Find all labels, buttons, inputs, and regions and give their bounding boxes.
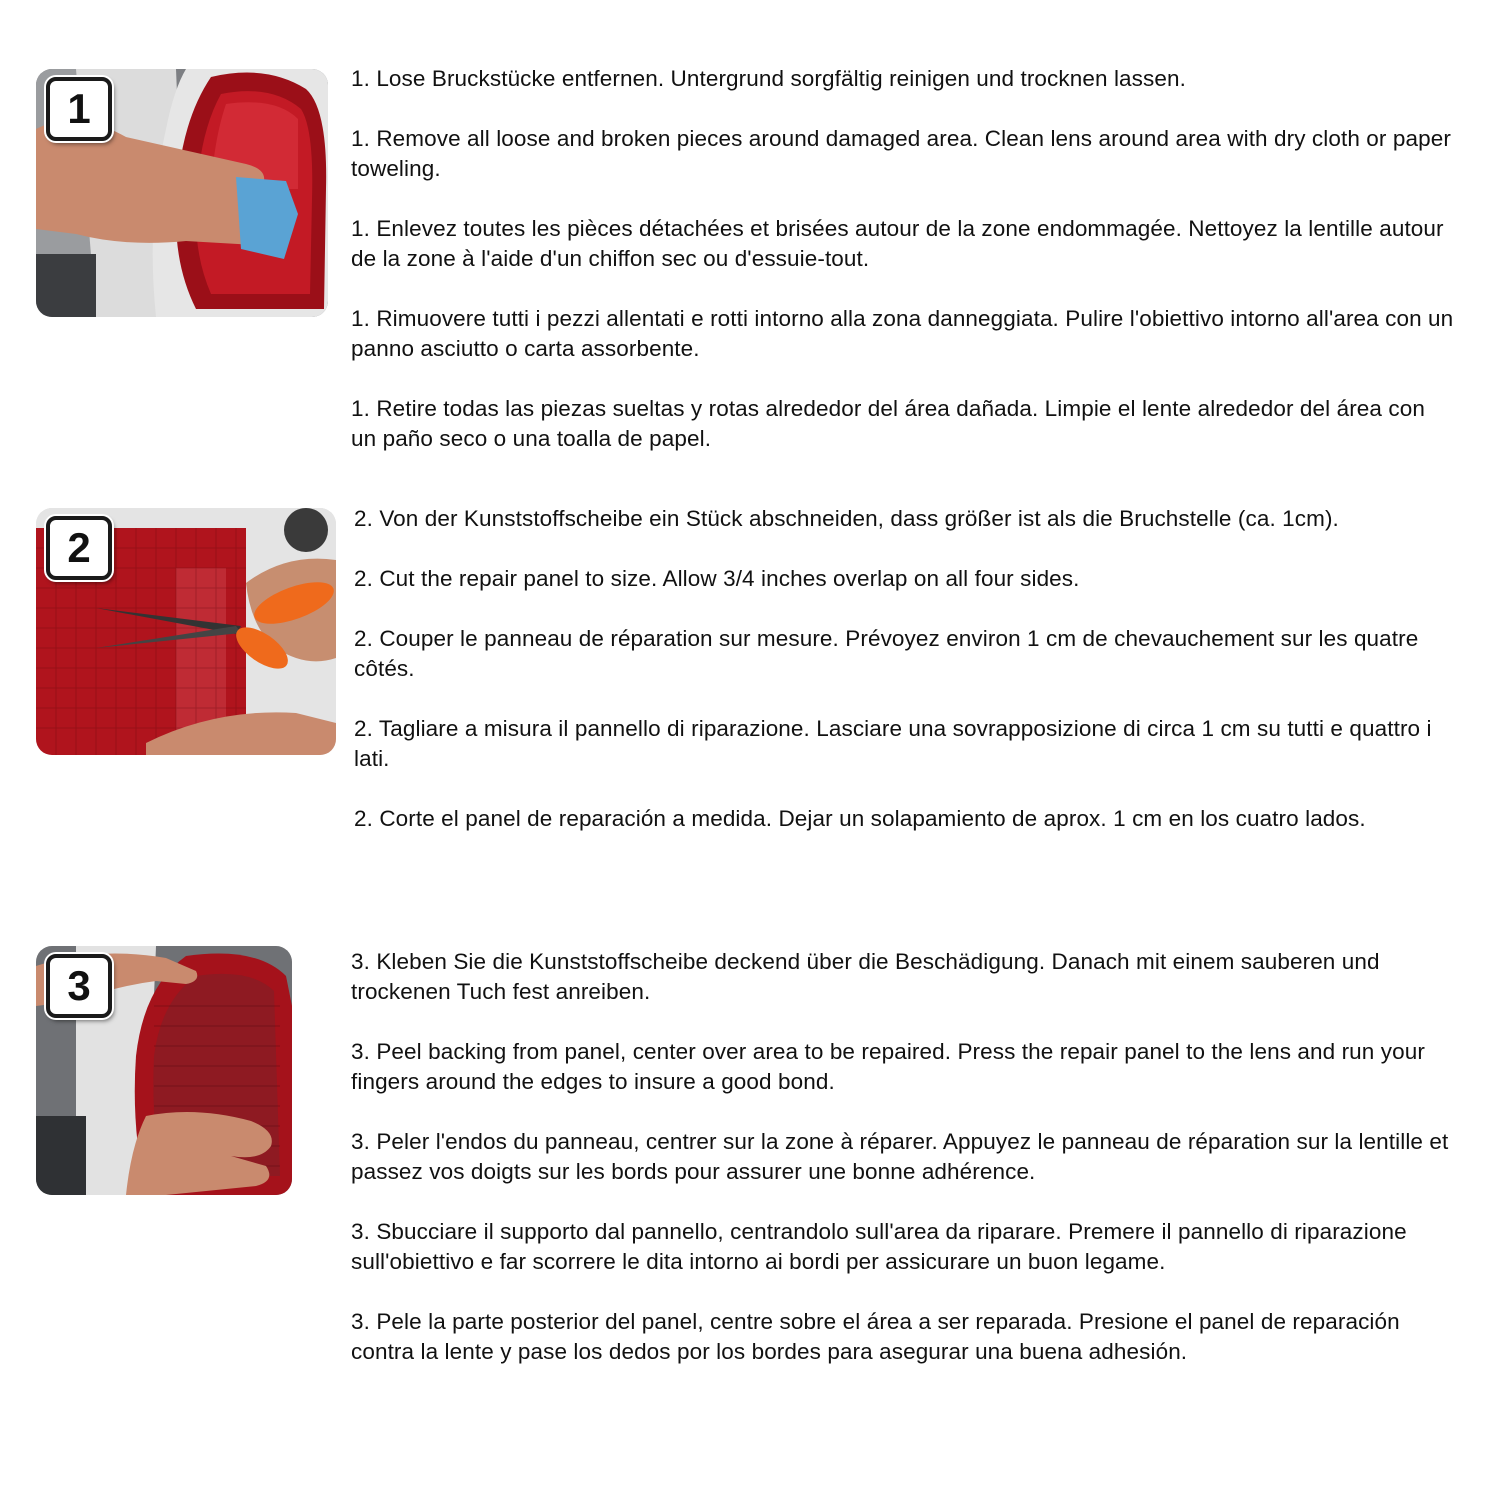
step-3-text-es: 3. Pele la parte posterior del panel, centre sobre el área a ser reparada. Presione el panel de reparación contra la lente y pase los dedos por los bordes para asegurar una buena adhesión.: [351, 1309, 1400, 1364]
step-3-text-it: 3. Sbucciare il supporto dal pannello, centrandolo sull'area da riparare. Premere il pannello di riparazione sull'obiettivo e far scorrere le dita intorno ai bordi per assicurare un buon legame.: [351, 1219, 1407, 1274]
step-1-text-en: 1. Remove all loose and broken pieces around damaged area. Clean lens around area with dry cloth or paper toweling.: [351, 126, 1451, 181]
step-3-text-de: 3. Kleben Sie die Kunststoffscheibe deckend über die Beschädigung. Danach mit einem sauberen und trockenen Tuch fest anreiben.: [351, 949, 1380, 1004]
step-2-photo: [36, 508, 336, 755]
step-3-text-fr: 3. Peler l'endos du panneau, centrer sur la zone à réparer. Appuyez le panneau de réparation sur la lentille et passez vos doigts sur les bords pour assurer une bonne adhérence.: [351, 1129, 1449, 1184]
step-1-text-de: 1. Lose Bruckstücke entfernen. Untergrund sorgfältig reinigen und trocknen lassen.: [351, 66, 1186, 91]
step-3-badge: 3: [46, 954, 112, 1018]
step-2-text-it: 2. Tagliare a misura il pannello di riparazione. Lasciare una sovrapposizione di circa 1 cm su tutti e quattro i lati.: [354, 716, 1432, 771]
step-1-text-it: 1. Rimuovere tutti i pezzi allentati e rotti intorno alla zona danneggiata. Pulire l'obiettivo intorno all'area con un panno asciutto o carta assorbente.: [351, 306, 1454, 361]
step-2-text-es: 2. Corte el panel de reparación a medida. Dejar un solapamiento de aprox. 1 cm en los cuatro lados.: [354, 806, 1366, 831]
step-2-badge: 2: [46, 516, 112, 580]
step-3-photo: [36, 946, 292, 1195]
step-1-text-es: 1. Retire todas las piezas sueltas y rotas alrededor del área dañada. Limpie el lente alrededor del área con un paño seco o una toalla de papel.: [351, 396, 1425, 451]
step-2-text: [354, 504, 1459, 834]
step-3-text-en: 3. Peel backing from panel, center over area to be repaired. Press the repair panel to the lens and run your fingers around the edges to insure a good bond.: [351, 1039, 1425, 1094]
step-2-text-en: 2. Cut the repair panel to size. Allow 3/4 inches overlap on all four sides.: [354, 566, 1080, 591]
step-2-text-de: 2. Von der Kunststoffscheibe ein Stück abschneiden, dass größer ist als die Bruchstelle (ca. 1cm).: [354, 506, 1339, 531]
step-3-text: [351, 947, 1459, 1367]
step-1-text-fr: 1. Enlevez toutes les pièces détachées et brisées autour de la zone endommagée. Nettoyez la lentille autour de la zone à l'aide d'un chiffon sec ou d'essuie-tout.: [351, 216, 1444, 271]
step-1-text: [351, 64, 1456, 454]
step-1-badge: 1: [46, 77, 112, 141]
step-2-text-fr: 2. Couper le panneau de réparation sur mesure. Prévoyez environ 1 cm de chevauchement sur les quatre côtés.: [354, 626, 1419, 681]
step-1-photo: [36, 69, 328, 317]
